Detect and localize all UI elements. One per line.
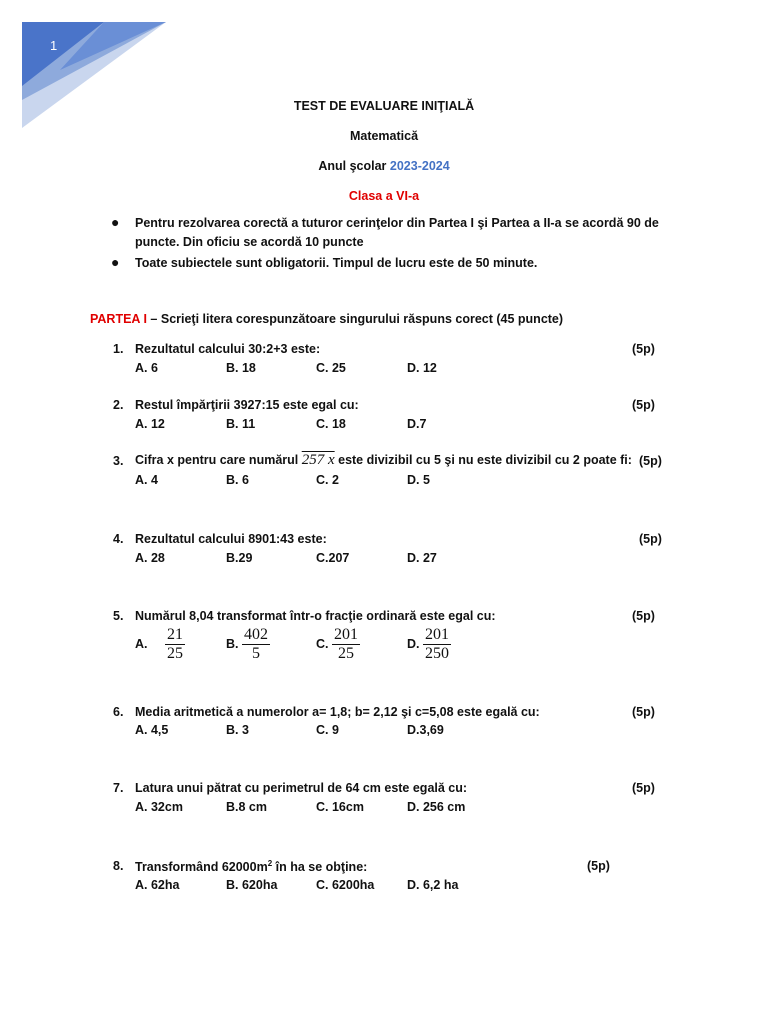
option-c: C.207 xyxy=(316,551,350,565)
option-a: A. 12 xyxy=(135,417,165,431)
school-year xyxy=(0,159,768,173)
fraction-denominator: 250 xyxy=(424,645,449,662)
test-title: TEST DE EVALUARE INIŢIALĂ xyxy=(293,99,475,113)
question-text-start: Cifra x pentru care numărul xyxy=(135,453,302,467)
class-label: Clasa a VI-a xyxy=(348,189,420,203)
question-points: (5p) xyxy=(639,532,662,546)
option-b xyxy=(226,626,270,663)
instruction-2: Toate subiectele sunt obligatorii. Timpul de lucru este de 50 minute. xyxy=(135,256,538,270)
part1-label: PARTEA I xyxy=(90,312,147,326)
question-points: (5p) xyxy=(632,705,655,719)
fraction-denominator: 5 xyxy=(251,645,260,662)
school-year-label: Anul şcolar xyxy=(318,159,387,173)
option-letter: D. xyxy=(407,636,420,651)
option-a: A. 28 xyxy=(135,551,165,565)
superscript: 2 xyxy=(267,859,273,868)
number-expression: 257 x xyxy=(301,452,335,468)
option-c: C. 6200ha xyxy=(316,878,375,892)
fraction-denominator: 25 xyxy=(337,645,354,662)
fraction-numerator: 201 xyxy=(333,626,358,643)
option-d: D. 256 cm xyxy=(407,800,466,814)
question-number: 2. xyxy=(113,398,124,412)
question-text-end: în ha se obţine: xyxy=(272,860,368,875)
part1-heading xyxy=(90,312,563,326)
question-text xyxy=(135,452,632,469)
option-a: A. 32cm xyxy=(135,800,183,814)
option-b: B. 6 xyxy=(226,473,249,487)
part1-text: – Scrieţi litera corespunzătoare singurului răspuns corect (45 puncte) xyxy=(146,312,564,326)
school-year-value: 2023-2024 xyxy=(389,159,450,173)
question-number: 7. xyxy=(113,781,124,795)
option-d: D. 12 xyxy=(407,361,437,375)
option-b: B.8 cm xyxy=(226,800,267,814)
option-d xyxy=(407,626,451,663)
question-points: (5p) xyxy=(639,454,662,468)
option-c: C. 25 xyxy=(316,361,346,375)
fraction xyxy=(165,626,185,663)
question-number: 3. xyxy=(113,454,124,468)
question-points: (5p) xyxy=(632,609,655,623)
fraction-numerator: 21 xyxy=(166,626,183,643)
question-text: Rezultatul calcului 8901:43 este: xyxy=(135,532,327,546)
question-text: Rezultatul calcului 30:2+3 este: xyxy=(135,342,321,356)
fraction-numerator: 402 xyxy=(243,626,268,643)
option-b: B. 3 xyxy=(226,723,249,737)
question-points: (5p) xyxy=(632,781,655,795)
fraction-numerator: 201 xyxy=(424,626,449,643)
option-letter: A. xyxy=(135,636,148,651)
option-a: A. 62ha xyxy=(135,878,180,892)
question-points: (5p) xyxy=(632,398,655,412)
bullet-icon: ● xyxy=(111,254,120,270)
fraction-denominator: 25 xyxy=(166,645,183,662)
instruction-1: Pentru rezolvarea corectă a tuturor cerinţelor din Partea I şi Partea a II-a se acordă 90 de puncte. Din oficiu se acordă 10 puncte xyxy=(135,216,659,249)
question-text-start: Transformând 62000m xyxy=(135,860,268,875)
corner-decoration xyxy=(0,0,200,140)
option-b: B. 11 xyxy=(226,417,256,431)
question-number: 1. xyxy=(113,342,124,356)
question-number: 8. xyxy=(113,859,124,873)
option-c: C. 2 xyxy=(316,473,339,487)
option-d: D.3,69 xyxy=(407,723,444,737)
question-text-end: este divizibil cu 5 şi nu este divizibil cu 2 poate fi: xyxy=(334,453,632,467)
option-d: D.7 xyxy=(407,417,427,431)
subject-title: Matematică xyxy=(349,129,419,143)
question-points: (5p) xyxy=(587,859,610,873)
fraction xyxy=(423,626,451,663)
question-number: 4. xyxy=(113,532,124,546)
option-c: C. 9 xyxy=(316,723,339,737)
fraction xyxy=(242,626,270,663)
option-a: A. 4 xyxy=(135,473,158,487)
option-a xyxy=(135,626,185,663)
option-d: D. 6,2 ha xyxy=(407,878,459,892)
option-d: D. 5 xyxy=(407,473,430,487)
question-text: Latura unui pătrat cu perimetrul de 64 cm este egală cu: xyxy=(135,781,468,795)
question-text: Media aritmetică a numerolor a= 1,8; b= 2,12 şi c=5,08 este egală cu: xyxy=(135,705,540,719)
question-number: 6. xyxy=(113,705,124,719)
option-a: A. 6 xyxy=(135,361,158,375)
bullet-icon: ● xyxy=(111,214,120,230)
option-b: B. 620ha xyxy=(226,878,278,892)
option-letter: B. xyxy=(226,636,239,651)
option-letter: C. xyxy=(316,636,329,651)
page-number: 1 xyxy=(50,38,58,53)
option-d: D. 27 xyxy=(407,551,437,565)
option-c: C. 16cm xyxy=(316,800,364,814)
question-text: Restul împărţirii 3927:15 este egal cu: xyxy=(135,398,359,412)
question-number: 5. xyxy=(113,609,124,623)
fraction xyxy=(332,626,360,663)
question-text: Numărul 8,04 transformat într-o fracţie ordinară este egal cu: xyxy=(135,609,496,623)
option-a: A. 4,5 xyxy=(135,723,169,737)
option-b: B. 18 xyxy=(226,361,256,375)
option-c: C. 18 xyxy=(316,417,346,431)
option-c xyxy=(316,626,360,663)
question-text xyxy=(135,859,367,874)
option-b: B.29 xyxy=(226,551,253,565)
question-points: (5p) xyxy=(632,342,655,356)
